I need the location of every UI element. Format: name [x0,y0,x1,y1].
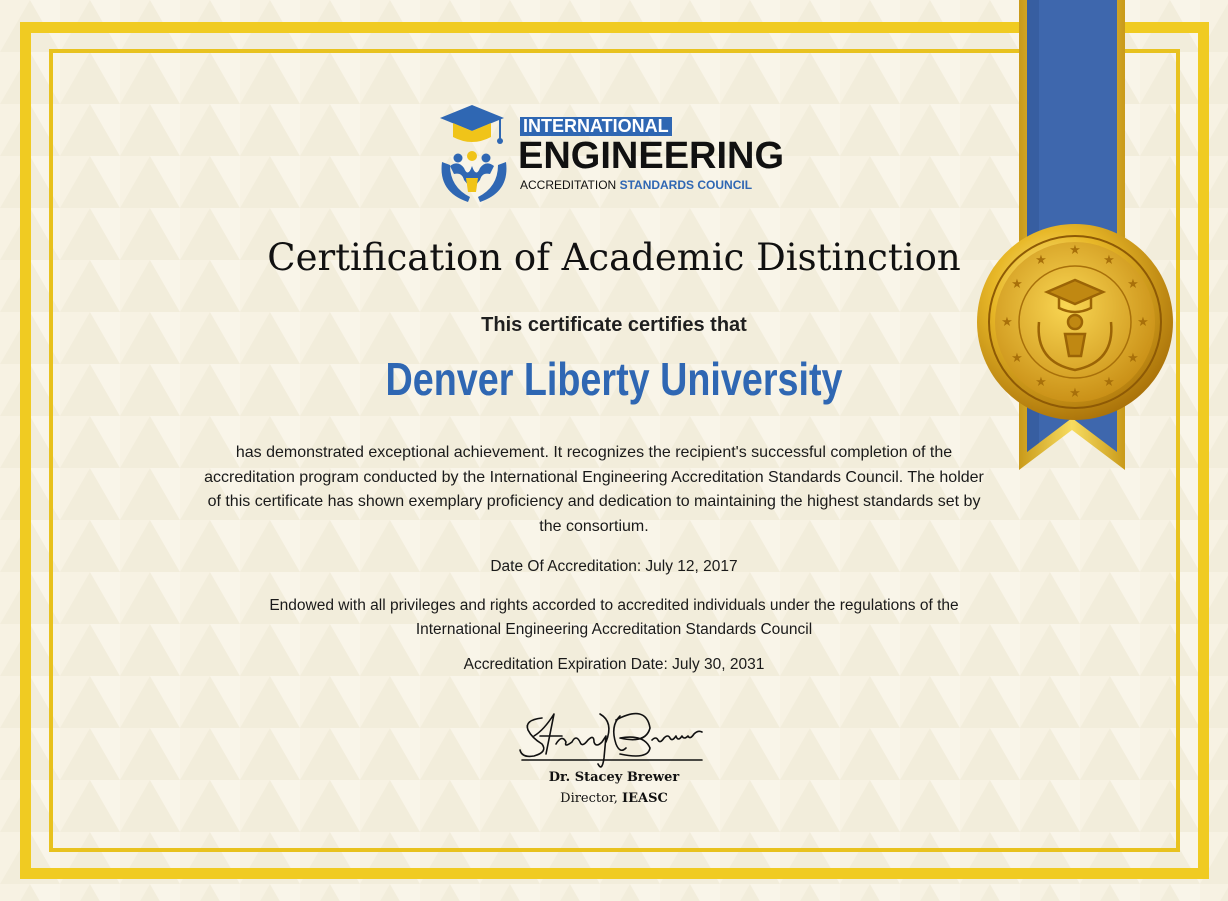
svg-text:★: ★ [1103,252,1115,267]
certificate-body-text: has demonstrated exceptional achievement. It recognizes the recipient's successful completion of the accreditation program conducted by the International Engineering Accreditation Standards Council. The holder of this certificate has shown exemplary proficiency and dedication to maintaining the highest standards set by the consortium. [204,444,984,535]
signer-title [0,790,1228,808]
svg-text:★: ★ [1137,314,1149,329]
expiration-date: Accreditation Expiration Date: July 30, 2031 [463,656,765,673]
logo-standards-council-text: STANDARDS COUNCIL [619,178,753,192]
recipient-name: Denver Liberty University [385,353,843,405]
certifies-line: This certificate certifies that [481,314,747,336]
svg-text:★: ★ [1001,314,1013,329]
date-of-accreditation: Date Of Accreditation: July 12, 2017 [490,558,738,575]
svg-text:★: ★ [1069,385,1081,400]
svg-text:★: ★ [1127,276,1139,291]
graduation-cap-hands-icon [438,104,510,204]
handwritten-signature [512,706,722,768]
signer-title-prefix: Director, [560,791,618,806]
signer-name: Dr. Stacey Brewer [548,770,680,785]
svg-text:★: ★ [1035,252,1047,267]
svg-text:★: ★ [1069,242,1081,257]
svg-text:★: ★ [1103,374,1115,389]
logo-subtitle [520,178,752,192]
certificate-title: Certification of Academic Distinction [267,236,961,279]
council-logo [438,104,798,204]
svg-text:★: ★ [1035,374,1047,389]
endowed-statement-line1: Endowed with all privileges and rights accorded to accredited individuals under the regulations of the [269,597,959,614]
svg-text:★: ★ [1011,350,1023,365]
logo-accreditation-text: ACCREDITATION [520,178,617,192]
svg-text:★: ★ [1011,276,1023,291]
endowed-statement-line2: International Engineering Accreditation Standards Council [415,621,813,638]
logo-engineering-text: ENGINEERING [518,135,785,177]
logo-international-text: INTERNATIONAL [520,117,672,136]
svg-text:★: ★ [1127,350,1139,365]
signer-title-org: IEASC [622,791,668,806]
